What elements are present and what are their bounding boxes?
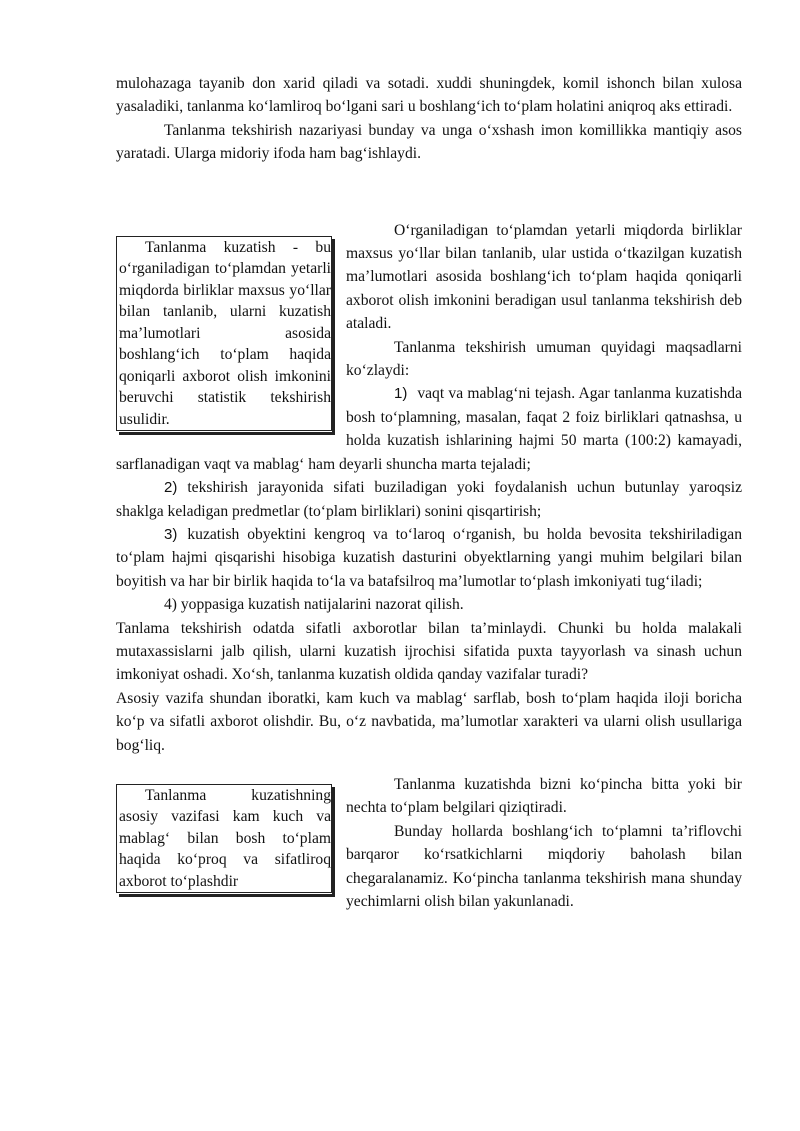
section2-paragraph-2: Bunday hollarda boshlangʻich toʻplamni taʼriflovchi barqaror koʻrsatkichlarni miqdoriy baholash bilan chegaralanamiz. Koʻpincha tanlanma tekshirish mana shunday yechimlarni olish bilan yakunlanadi. xyxy=(346,822,742,910)
definition-box xyxy=(116,236,332,432)
intro-paragraph-2: Tanlanma tekshirish nazariyasi bunday va unga oʻxshash imon komillikka mantiqiy asos yaratadi. Ularga midoriy ifoda ham bagʻishlaydi. xyxy=(116,121,742,163)
section2-paragraph-1: Tanlanma kuzatishda bizni koʻpincha bitta yoki bir nechta toʻplam belgilari qiziqtiradi. xyxy=(346,775,742,817)
goal-item-2-text: tekshirish jarayonida sifati buziladigan yoki foydalanish uchun butunlay yaroqsiz shaklga keladigan predmetlar (toʻplam birliklari) sonini qisqartirish; xyxy=(116,479,742,520)
section1-paragraph-4: Asosiy vazifa shundan iboratki, kam kuch va mablagʻ sarflab, bosh toʻplam haqida iloji boricha koʻp va sifatli axborot olishdir. Bu, oʻz navbatida, maʼlumotlar xarakteri va ularni olish usullariga bogʻliq. xyxy=(116,689,742,754)
section1-paragraph-1: Oʻrganiladigan toʻplamdan yetarli miqdorda birliklar maxsus yoʻllar bilan tanlanib, ular ustida oʻtkazilgan kuzatish maʼlumotlari asosida boshlangʻich toʻplam haqida qoniqarli axborot olish imkonini beradigan usul tanlanma tekshirish deb ataladi. xyxy=(346,221,742,333)
goal-item-4: 4) yoppasiga kuzatish natijalarini nazorat qilish. xyxy=(164,596,464,614)
goal-item-2 xyxy=(116,476,742,523)
goal-item-3 xyxy=(116,523,742,593)
task-text: Tanlanma kuzatishning asosiy vazifasi kam kuch va mablagʻ bilan bosh toʻplam haqida koʻproq va sifatliroq axborot toʻplashdir xyxy=(119,786,331,890)
intro-paragraph-1: mulohazaga tayanib don xarid qiladi va sotadi. xuddi shuningdek, komil ishonch bilan xulosa yasaladiki, tanlanma koʻlamliroq boʻlgani sari u boshlangʻich toʻplam holatini aniqroq aks ettiradi. xyxy=(116,75,742,116)
definition-text: Tanlanma kuzatish - bu oʻrganiladigan toʻplamdan yetarli miqdorda birliklar maxsus yoʻllar bilan tanlanib, ularni kuzatish maʼlumotlari asosida boshlangʻich toʻplam haqida qoniqarli axborot olish imkonini beruvchi statistik tekshirish usulidir. xyxy=(119,238,331,428)
task-box xyxy=(116,784,332,894)
goal-item-2-number: 2) xyxy=(164,479,178,497)
section1-paragraph-2: Tanlanma tekshirish umuman quyidagi maqsadlarni koʻzlaydi: xyxy=(346,338,742,380)
goal-item-3-text: kuzatish obyektini kengroq va toʻlaroq oʻrganish, bu holda bevosita tekshiriladigan toʻplam hajmi qisqarishi hisobiga kuzatish dasturini obyektlarning yangi muhim belgilari bilan boyitish va har bir birlik haqida toʻla va batafsilroq maʼlumotlar toʻplash imkoniyati tugʻiladi; xyxy=(116,525,742,590)
goal-item-3-number: 3) xyxy=(164,525,178,543)
section1-paragraph-3: Tanlama tekshirish odatda sifatli axborotlar bilan taʼminlaydi. Chunki bu holda malakali mutaxassislarni jalb qilish, ularni kuzatish ijrochisi sifatida puxta tayyorlash va sinash uchun imkoniyat oshadi. Xoʻsh, tanlanma kuzatish oldida qanday vazifalar turadi? xyxy=(116,619,742,684)
goal-item-1-text: vaqt va mablagʻni tejash. Agar tanlanma kuzatishda bosh toʻplamning, masalan, faqat 2 foiz birliklari qatnashsa, u holda kuzatish ishlarining hajmi 50 marta (100:2) kamayadi, sarflanadigan vaqt va mablagʻ ham deyarli shuncha marta tejaladi; xyxy=(116,385,742,473)
document-page xyxy=(116,72,742,913)
goal-item-1-number: 1) xyxy=(394,385,408,403)
